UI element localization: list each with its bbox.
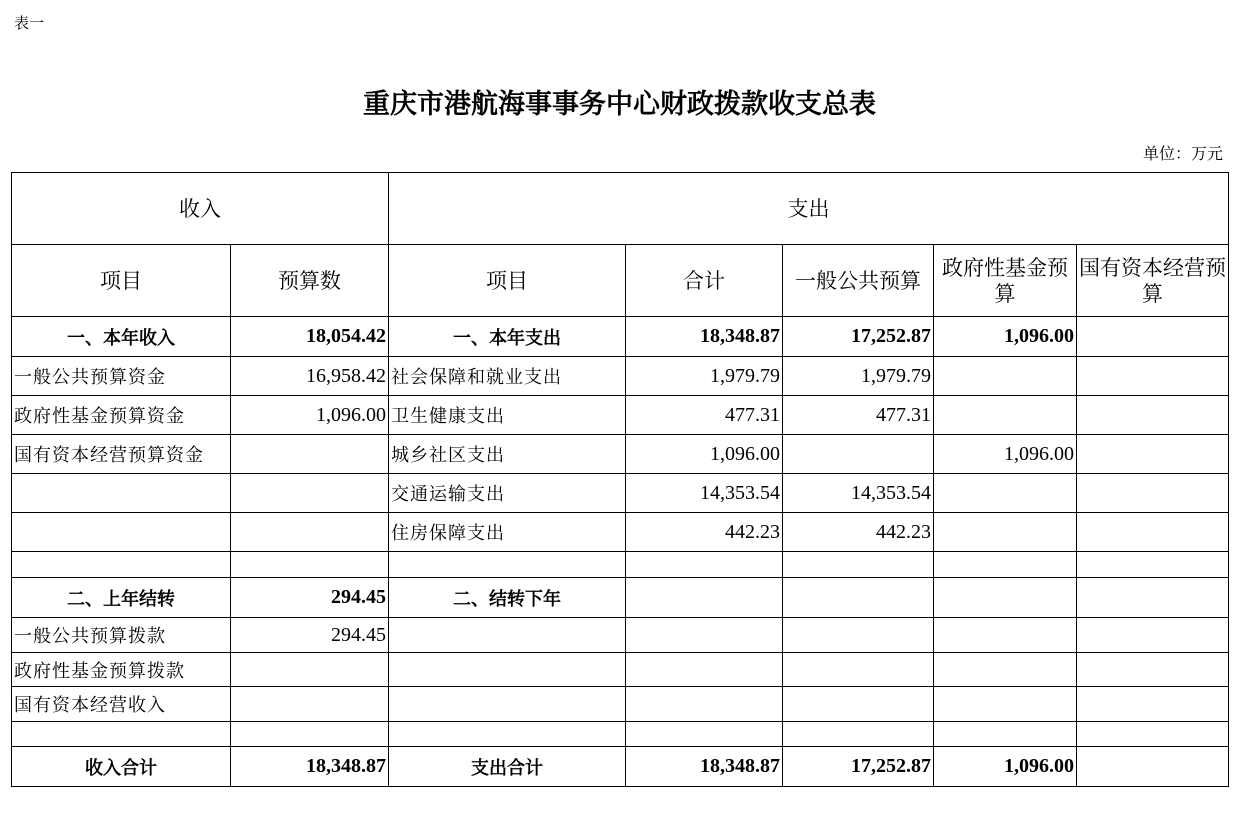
expense-total-cell: [626, 578, 783, 618]
expense-item-cell: [389, 722, 626, 747]
state-capital-cell: [1077, 552, 1229, 578]
expense-item-cell: [389, 653, 626, 687]
expense-item-cell: 一、本年支出: [389, 317, 626, 357]
gov-fund-cell: [934, 357, 1077, 396]
income-item-cell: 收入合计: [12, 747, 231, 787]
expense-item-cell: [389, 687, 626, 722]
gov-fund-cell: [934, 687, 1077, 722]
state-capital-cell: [1077, 747, 1229, 787]
income-value-cell: 1,096.00: [231, 396, 389, 435]
table-row: [12, 722, 1229, 747]
gov-fund-cell: [934, 474, 1077, 513]
expense-item-cell: 住房保障支出: [389, 513, 626, 552]
general-budget-cell: 14,353.54: [783, 474, 934, 513]
state-capital-cell: [1077, 722, 1229, 747]
expense-total-cell: 18,348.87: [626, 747, 783, 787]
expense-total-cell: [626, 722, 783, 747]
gov-fund-cell: [934, 513, 1077, 552]
unit-label: 单位：万元: [1142, 144, 1223, 163]
expense-item-cell: 交通运输支出: [389, 474, 626, 513]
gov-fund-cell: [934, 618, 1077, 653]
expense-item-cell: [389, 552, 626, 578]
income-budget-header: 预算数: [231, 245, 389, 317]
table-row: [12, 552, 1229, 578]
general-budget-cell: 17,252.87: [783, 747, 934, 787]
expense-item-cell: 卫生健康支出: [389, 396, 626, 435]
income-item-cell: 一、本年收入: [12, 317, 231, 357]
page-title: 重庆市港航海事事务中心财政拨款收支总表: [363, 89, 876, 120]
fiscal-summary-table: [11, 172, 1229, 787]
state-capital-cell: [1077, 513, 1229, 552]
table-row: [12, 578, 1229, 618]
gov-fund-cell: 1,096.00: [934, 435, 1077, 474]
state-capital-cell: [1077, 687, 1229, 722]
income-item-cell: [12, 513, 231, 552]
income-item-cell: 一般公共预算拨款: [12, 618, 231, 653]
expense-item-header: 项目: [389, 245, 626, 317]
income-value-cell: 16,958.42: [231, 357, 389, 396]
general-budget-cell: 17,252.87: [783, 317, 934, 357]
expense-total-cell: 18,348.87: [626, 317, 783, 357]
expense-total-cell: 1,979.79: [626, 357, 783, 396]
income-value-cell: [231, 552, 389, 578]
state-capital-cell: [1077, 618, 1229, 653]
income-item-cell: 国有资本经营收入: [12, 687, 231, 722]
expense-item-cell: 支出合计: [389, 747, 626, 787]
state-capital-cell: [1077, 317, 1229, 357]
state-capital-cell: [1077, 396, 1229, 435]
state-capital-cell: [1077, 435, 1229, 474]
income-item-cell: 政府性基金预算资金: [12, 396, 231, 435]
gov-fund-cell: [934, 396, 1077, 435]
income-item-header: 项目: [12, 245, 231, 317]
income-item-cell: 一般公共预算资金: [12, 357, 231, 396]
state-capital-header: 国有资本经营预算: [1077, 245, 1229, 317]
general-budget-cell: 477.31: [783, 396, 934, 435]
table-row: [12, 474, 1229, 513]
income-value-cell: [231, 722, 389, 747]
income-value-cell: 18,348.87: [231, 747, 389, 787]
gov-fund-cell: [934, 653, 1077, 687]
gov-fund-cell: 1,096.00: [934, 317, 1077, 357]
general-budget-cell: [783, 578, 934, 618]
income-value-cell: [231, 513, 389, 552]
general-budget-cell: [783, 653, 934, 687]
income-value-cell: [231, 653, 389, 687]
income-value-cell: [231, 687, 389, 722]
expense-item-cell: 二、结转下年: [389, 578, 626, 618]
income-value-cell: 294.45: [231, 578, 389, 618]
table-row: [12, 435, 1229, 474]
table-tag: 表一: [14, 14, 45, 32]
state-capital-cell: [1077, 578, 1229, 618]
general-budget-cell: 1,979.79: [783, 357, 934, 396]
general-budget-cell: [783, 552, 934, 578]
state-capital-cell: [1077, 474, 1229, 513]
table-row: [12, 396, 1229, 435]
income-item-cell: [12, 722, 231, 747]
gov-fund-header: 政府性基金预算: [934, 245, 1077, 317]
expense-item-cell: [389, 618, 626, 653]
table-row: [12, 357, 1229, 396]
gov-fund-cell: [934, 722, 1077, 747]
general-budget-cell: 442.23: [783, 513, 934, 552]
income-item-cell: [12, 474, 231, 513]
expense-total-cell: [626, 653, 783, 687]
expense-total-cell: [626, 552, 783, 578]
table-row: [12, 653, 1229, 687]
income-item-cell: 国有资本经营预算资金: [12, 435, 231, 474]
gov-fund-cell: [934, 578, 1077, 618]
expense-header: 支出: [389, 173, 1229, 245]
income-item-cell: 政府性基金预算拨款: [12, 653, 231, 687]
income-value-cell: [231, 435, 389, 474]
expense-total-cell: 477.31: [626, 396, 783, 435]
expense-total-header: 合计: [626, 245, 783, 317]
expense-total-cell: 14,353.54: [626, 474, 783, 513]
general-budget-cell: [783, 435, 934, 474]
table-row: [12, 618, 1229, 653]
state-capital-cell: [1077, 357, 1229, 396]
general-budget-cell: [783, 687, 934, 722]
general-budget-cell: [783, 722, 934, 747]
income-item-cell: [12, 552, 231, 578]
expense-total-cell: [626, 687, 783, 722]
table-row: [12, 317, 1229, 357]
income-value-cell: [231, 474, 389, 513]
expense-item-cell: 社会保障和就业支出: [389, 357, 626, 396]
expense-total-cell: [626, 618, 783, 653]
general-budget-header: 一般公共预算: [783, 245, 934, 317]
general-budget-cell: [783, 618, 934, 653]
table-row: [12, 747, 1229, 787]
income-value-cell: 18,054.42: [231, 317, 389, 357]
gov-fund-cell: [934, 552, 1077, 578]
gov-fund-cell: 1,096.00: [934, 747, 1077, 787]
income-item-cell: 二、上年结转: [12, 578, 231, 618]
table-row: [12, 513, 1229, 552]
income-value-cell: 294.45: [231, 618, 389, 653]
expense-total-cell: 1,096.00: [626, 435, 783, 474]
expense-total-cell: 442.23: [626, 513, 783, 552]
table-row: [12, 687, 1229, 722]
state-capital-cell: [1077, 653, 1229, 687]
income-header: 收入: [12, 173, 389, 245]
expense-item-cell: 城乡社区支出: [389, 435, 626, 474]
